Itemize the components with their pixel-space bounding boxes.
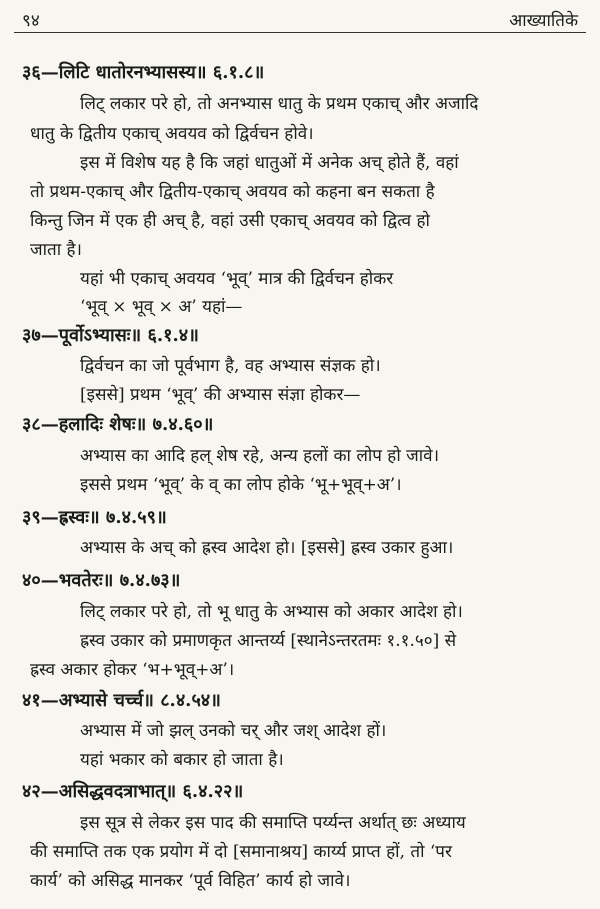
commentary-line: लिट् लकार परे हो, तो अनभ्यास धातु के प्रथम एकाच् और अजादि	[80, 94, 479, 114]
sutra-heading: ४२—असिद्धवदत्राभात्॥ ६.४.२२॥	[22, 781, 244, 802]
commentary-line: ‘भूव् × भूव् × अ’ यहां—	[80, 297, 243, 317]
commentary-line: इससे प्रथम ‘भूव्’ के व् का लोप होके ‘भू+भूव्+अ’।	[80, 475, 402, 495]
commentary-line: अभ्यास में जो झल् उनको चर् और जश् आदेश हों।	[80, 721, 387, 741]
commentary-line: अभ्यास का आदि हल् शेष रहे, अन्य हलों का लोप हो जावे।	[80, 446, 440, 466]
commentary-line: ह्रस्व उकार को प्रमाणकृत आन्तर्य्य [स्थानेऽन्तरतमः १.१.५०] से	[80, 631, 457, 651]
commentary-line: लिट् लकार परे हो, तो भू धातु के अभ्यास को अकार आदेश हो।	[80, 602, 463, 622]
sutra-heading: ३७—पूर्वोऽभ्यासः॥ ६.१.४॥	[22, 325, 199, 346]
sutra-heading: ४०—भवतेरः॥ ७.४.७३॥	[22, 570, 181, 591]
commentary-line: अभ्यास के अच् को ह्रस्व आदेश हो। [इससे] ह्रस्व उकार हुआ।	[80, 538, 454, 558]
commentary-line: द्विर्वचन का जो पूर्वभाग है, वह अभ्यास संज्ञक हो।	[80, 356, 381, 376]
commentary-line: इस सूत्र से लेकर इस पाद की समाप्ति पर्य्यन्त अर्थात् छः अध्याय	[80, 813, 466, 833]
commentary-line: जाता है।	[30, 240, 82, 260]
commentary-line: यहां भी एकाच् अवयव ‘भूव्’ मात्र की द्विर्वचन होकर	[80, 269, 394, 289]
page-header	[14, 6, 586, 33]
commentary-line: धातु के द्वितीय एकाच् अवयव को द्विर्वचन होवे।	[30, 124, 314, 144]
sutra-heading: ३६—लिटि धातोरनभ्यासस्य॥ ६.१.८॥	[22, 62, 265, 83]
commentary-line: [इससे] प्रथम ‘भूव्’ की अभ्यास संज्ञा होकर—	[80, 385, 361, 405]
commentary-line: यहां भकार को बकार हो जाता है।	[80, 750, 284, 770]
commentary-line: किन्तु जिन में एक ही अच् है, वहां उसी एकाच् अवयव को द्वित्व हो	[30, 211, 430, 231]
commentary-line: इस में विशेष यह है कि जहां धातुओं में अनेक अच् होते हैं, वहां	[80, 153, 459, 173]
page-number: ९४	[22, 11, 40, 31]
sutra-heading: ३९—ह्रस्वः॥ ७.४.५९॥	[22, 507, 167, 528]
sutra-heading: ४१—अभ्यासे चर्च्च॥ ८.४.५४॥	[22, 690, 221, 711]
sutra-heading: ३८—हलादिः शेषः॥ ७.४.६०॥	[22, 414, 214, 435]
commentary-line: तो प्रथम-एकाच् और द्वितीय-एकाच् अवयव को कहना बन सकता है	[30, 182, 435, 202]
running-title: आख्यातिके	[509, 11, 578, 31]
commentary-line: की समाप्ति तक एक प्रयोग में दो [समानाश्रय] कार्य्य प्राप्त हों, तो ‘पर	[30, 842, 452, 862]
commentary-line: ह्रस्व अकार होकर ‘भ+भूव्+अ’।	[30, 660, 235, 680]
commentary-line: कार्य’ को असिद्ध मानकर ‘पूर्व विहित’ कार्य हो जावे।	[30, 871, 351, 891]
